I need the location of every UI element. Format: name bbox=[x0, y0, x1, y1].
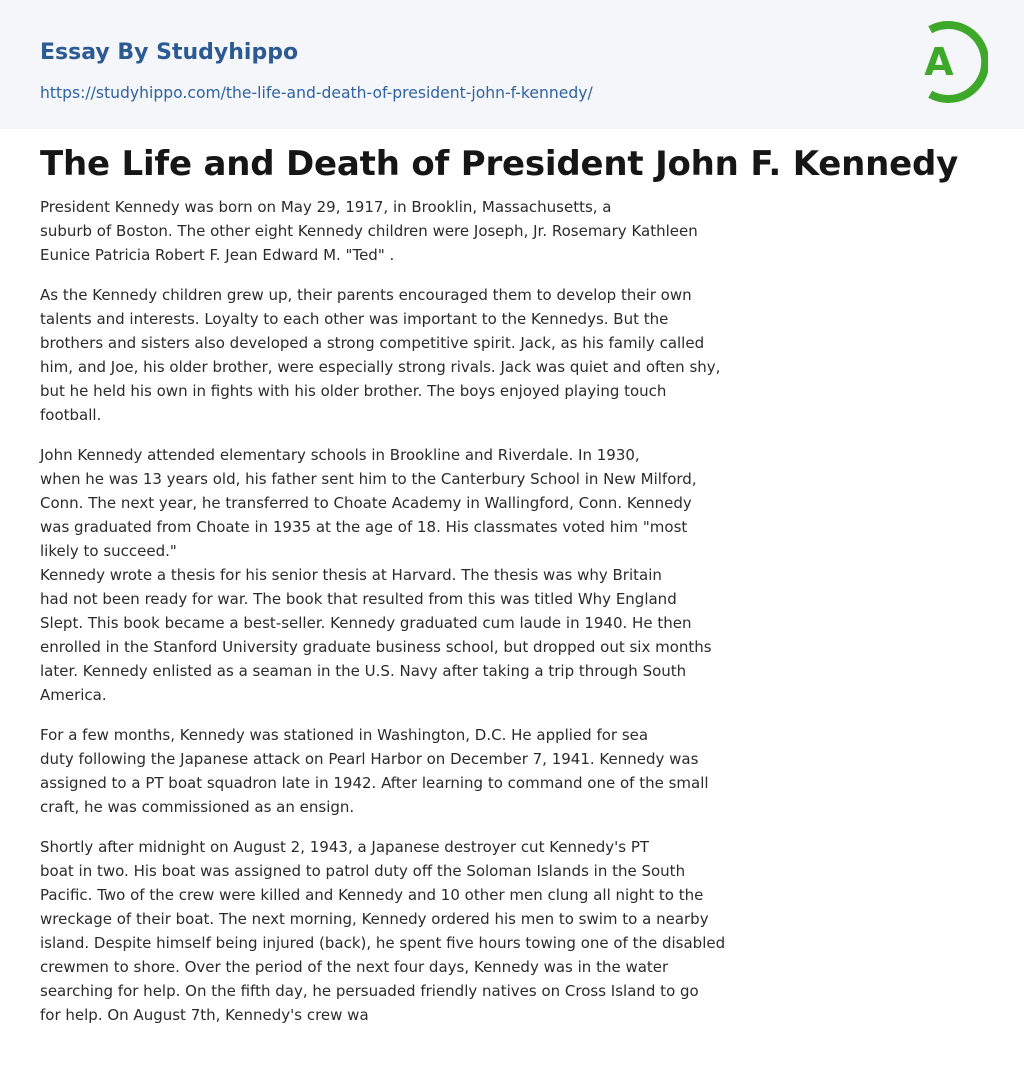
text-line: island. Despite himself being injured (back), he spent five hours towing one of the disabled bbox=[40, 934, 726, 952]
text-line: later. Kennedy enlisted as a seaman in the U.S. Navy after taking a trip through South bbox=[40, 662, 687, 680]
text-line: for help. On August 7th, Kennedy's crew wa bbox=[40, 1006, 369, 1024]
text-line: For a few months, Kennedy was stationed in Washington, D.C. He applied for sea bbox=[40, 726, 649, 744]
essay-paragraph bbox=[40, 443, 790, 563]
text-line: wreckage of their boat. The next morning, Kennedy ordered his men to swim to a nearby bbox=[40, 910, 709, 928]
text-line: but he held his own in fights with his older brother. The boys enjoyed playing touch bbox=[40, 382, 667, 400]
essay-title: The Life and Death of President John F. Kennedy bbox=[40, 144, 959, 184]
source-url-link[interactable]: https://studyhippo.com/the-life-and-death-of-president-john-f-kennedy/ bbox=[40, 84, 593, 102]
text-line: duty following the Japanese attack on Pearl Harbor on December 7, 1941. Kennedy was bbox=[40, 750, 699, 768]
text-line: Shortly after midnight on August 2, 1943, a Japanese destroyer cut Kennedy's PT bbox=[40, 838, 650, 856]
text-line: President Kennedy was born on May 29, 1917, in Brooklin, Massachusetts, a bbox=[40, 198, 612, 216]
logo-icon bbox=[912, 18, 988, 106]
text-line: Pacific. Two of the crew were killed and Kennedy and 10 other men clung all night to the bbox=[40, 886, 704, 904]
text-line: Slept. This book became a best-seller. Kennedy graduated cum laude in 1940. He then bbox=[40, 614, 692, 632]
text-line: football. bbox=[40, 406, 102, 424]
text-line: when he was 13 years old, his father sent him to the Canterbury School in New Milford, bbox=[40, 470, 697, 488]
essay-paragraph bbox=[40, 835, 790, 1027]
text-line: him, and Joe, his older brother, were especially strong rivals. Jack was quiet and often shy, bbox=[40, 358, 721, 376]
essay-paragraph bbox=[40, 723, 790, 819]
essay-paragraph bbox=[40, 195, 790, 267]
text-line: John Kennedy attended elementary schools in Brookline and Riverdale. In 1930, bbox=[40, 446, 640, 464]
site-title[interactable]: Essay By Studyhippo bbox=[40, 40, 299, 65]
text-line: Eunice Patricia Robert F. Jean Edward M. "Ted" . bbox=[40, 246, 395, 264]
text-line: had not been ready for war. The book that resulted from this was titled Why England bbox=[40, 590, 677, 608]
text-line: assigned to a PT boat squadron late in 1942. After learning to command one of the small bbox=[40, 774, 709, 792]
text-line: boat in two. His boat was assigned to patrol duty off the Soloman Islands in the South bbox=[40, 862, 686, 880]
site-header bbox=[0, 0, 1024, 129]
essay-body bbox=[40, 195, 790, 1027]
text-line: America. bbox=[40, 686, 107, 704]
text-line: enrolled in the Stanford University graduate business school, but dropped out six months bbox=[40, 638, 712, 656]
text-line: was graduated from Choate in 1935 at the age of 18. His classmates voted him "most bbox=[40, 518, 688, 536]
text-line: likely to succeed." bbox=[40, 542, 177, 560]
text-line: brothers and sisters also developed a strong competitive spirit. Jack, as his family called bbox=[40, 334, 705, 352]
essay-paragraph bbox=[40, 283, 790, 427]
text-line: suburb of Boston. The other eight Kennedy children were Joseph, Jr. Rosemary Kathleen bbox=[40, 222, 698, 240]
text-line: crewmen to shore. Over the period of the next four days, Kennedy was in the water bbox=[40, 958, 669, 976]
essay-paragraph bbox=[40, 563, 790, 707]
text-line: searching for help. On the fifth day, he persuaded friendly natives on Cross Island to go bbox=[40, 982, 699, 1000]
text-line: As the Kennedy children grew up, their parents encouraged them to develop their own bbox=[40, 286, 692, 304]
text-line: Kennedy wrote a thesis for his senior thesis at Harvard. The thesis was why Britain bbox=[40, 566, 662, 584]
studyhippo-logo[interactable] bbox=[912, 18, 988, 106]
logo-letter: A bbox=[924, 40, 954, 84]
text-line: talents and interests. Loyalty to each other was important to the Kennedys. But the bbox=[40, 310, 669, 328]
text-line: craft, he was commissioned as an ensign. bbox=[40, 798, 355, 816]
text-line: Conn. The next year, he transferred to Choate Academy in Wallingford, Conn. Kennedy bbox=[40, 494, 692, 512]
